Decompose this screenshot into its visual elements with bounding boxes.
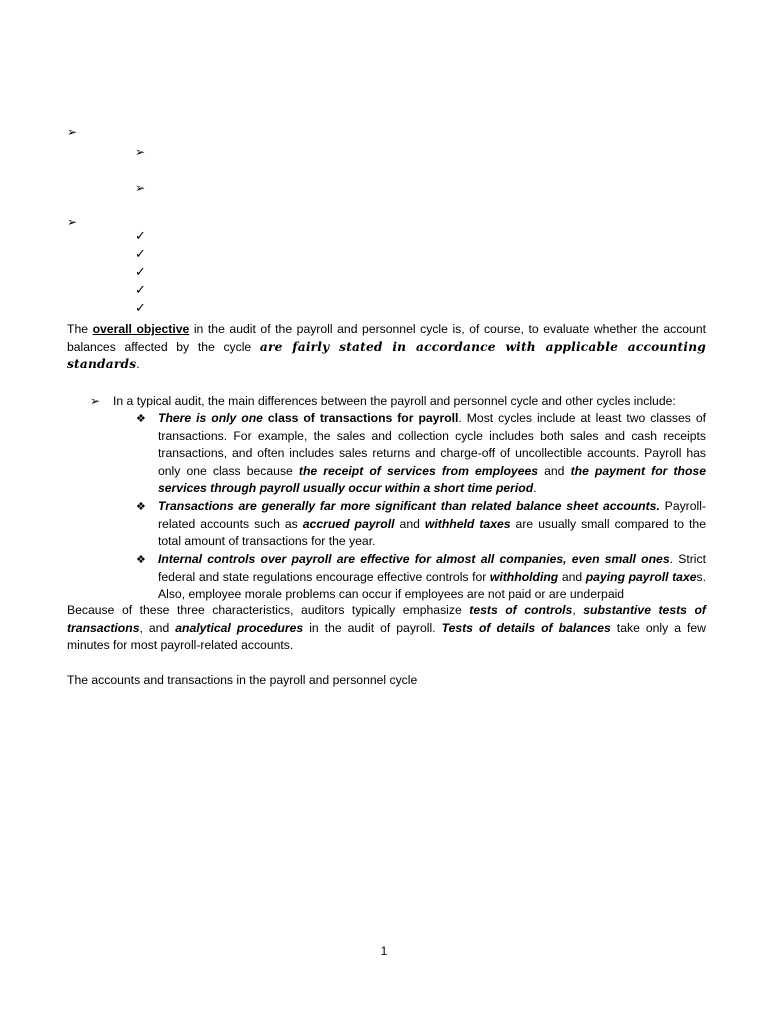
diamond-bullet-icon: ❖ [136,553,146,566]
difference-item-3: Internal controls over payroll are effective for almost all companies, even small ones. Strict federal and state regulations encourage effective controls for withholding and paying payroll taxes. Also, employee morale problems can occur if employees are not paid or are underpaid [158,552,706,601]
check-bullet-icon: ✓ [135,229,146,244]
check-bullet-icon: ✓ [135,301,146,316]
arrow-bullet-icon: ➢ [135,181,146,195]
objective-paragraph: The overall objective in the audit of the payroll and personnel cycle is, of course, to evaluate whether the account balances affected by the cycle are fairly stated in accordance with applicable accounting standards. [67,322,707,371]
check-bullet-icon: ✓ [135,265,146,280]
differences-intro: In a typical audit, the main differences between the payroll and personnel cycle and other cycles include: [113,394,676,408]
arrow-bullet-icon: ➢ [67,215,78,229]
arrow-bullet-icon: ➢ [90,394,101,408]
difference-item-2: Transactions are generally far more significant than related balance sheet accounts. Payroll-related accounts such as accrued payroll and withheld taxes are usually small compared to the total amount of transactions for the year. [158,499,706,548]
arrow-bullet-icon: ➢ [135,145,146,159]
overall-objective-term: overall objective [92,322,190,336]
check-bullet-icon: ✓ [135,283,146,298]
accounts-heading: The accounts and transactions in the payroll and personnel cycle [67,673,418,687]
page-number: 1 [380,944,388,958]
diamond-bullet-icon: ❖ [136,412,146,425]
check-bullet-icon: ✓ [135,247,146,262]
conclusion-paragraph: Because of these three characteristics, auditors typically emphasize tests of controls, substantive tests of transactions, and analytical procedures in the audit of payroll. Tests of details of balances take only a few minutes for most payroll-related accounts. [67,603,706,652]
difference-item-1: There is only one class of transactions for payroll. Most cycles include at least two classes of transactions. For example, the sales and collection cycle includes both sales and cash receipts transactions, and often includes sales returns and charge-off of uncollectible accounts. Payroll has only one class because the receipt of services from employees and the payment for those services through payroll usually occur within a short time period. [158,411,707,495]
objective-emphasis: are fairly stated in accordance with applicable accounting standards [67,339,706,371]
diamond-bullet-icon: ❖ [136,500,146,513]
arrow-bullet-icon: ➢ [67,125,78,139]
